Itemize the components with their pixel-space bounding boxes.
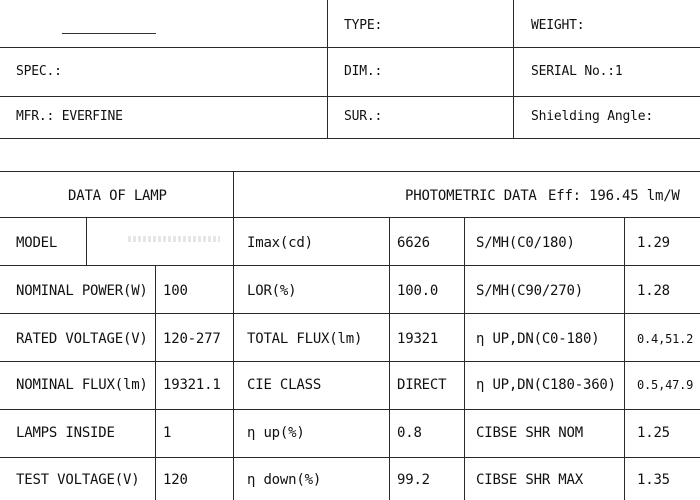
photo-row-value: 6626 (397, 235, 430, 251)
underline-mark (62, 33, 156, 34)
rule (86, 217, 87, 265)
lamp-row-label: LAMPS INSIDE (16, 425, 115, 441)
rule (0, 361, 700, 362)
efficacy-value: Eff: 196.45 lm/W (548, 188, 680, 204)
rule (0, 96, 700, 97)
photo-row-value2: 1.35 (637, 472, 670, 488)
lamp-row-value: 1 (163, 425, 172, 441)
rule (0, 138, 700, 139)
photo-row-label: CIE CLASS (247, 377, 322, 393)
lamp-data-title: DATA OF LAMP (68, 188, 167, 204)
lamp-row-label: NOMINAL FLUX(lm) (16, 377, 148, 393)
shielding-label: Shielding Angle: (531, 109, 654, 124)
photo-row-value: 19321 (397, 331, 439, 347)
photo-row-label2: CIBSE SHR MAX (476, 472, 583, 488)
rule (0, 171, 700, 172)
lamp-row-label: MODEL (16, 235, 58, 251)
rule (0, 265, 700, 266)
rule (233, 171, 234, 500)
sur-label: SUR.: (344, 109, 383, 124)
weight-label: WEIGHT: (531, 18, 585, 33)
mfr-label: MFR.: EVERFINE (16, 109, 123, 124)
rule (624, 217, 625, 500)
rule (0, 217, 700, 218)
photo-row-value: 99.2 (397, 472, 430, 488)
lamp-row-label: RATED VOLTAGE(V) (16, 331, 148, 347)
photo-row-label2: CIBSE SHR NOM (476, 425, 583, 441)
photo-row-value: 0.8 (397, 425, 422, 441)
rule (155, 265, 156, 500)
rule (464, 217, 465, 500)
photo-row-label: TOTAL FLUX(lm) (247, 331, 363, 347)
lamp-row-value: 120 (163, 472, 188, 488)
lamp-row-value: 100 (163, 283, 188, 299)
dim-label: DIM.: (344, 64, 383, 79)
photo-row-label2: S/MH(C90/270) (476, 283, 583, 299)
photo-row-value2: 1.25 (637, 425, 670, 441)
photo-row-label2: η UP,DN(C0-180) (476, 331, 600, 347)
photo-row-value2: 1.29 (637, 235, 670, 251)
lamp-row-label: TEST VOLTAGE(V) (16, 472, 140, 488)
photo-row-value2: 0.5,47.9 (637, 378, 694, 392)
photo-row-label: Imax(cd) (247, 235, 313, 251)
rule (0, 409, 700, 410)
photo-row-value: 100.0 (397, 283, 439, 299)
rule (0, 47, 700, 48)
photo-row-label: η down(%) (247, 472, 322, 488)
serial-label: SERIAL No.:1 (531, 64, 623, 79)
photo-row-label2: S/MH(C0/180) (476, 235, 575, 251)
spec-label: SPEC.: (16, 64, 62, 79)
lamp-row-value: 19321.1 (163, 377, 221, 393)
rule (327, 0, 328, 138)
rule (0, 457, 700, 458)
photo-row-label: LOR(%) (247, 283, 297, 299)
photo-row-value: DIRECT (397, 377, 447, 393)
type-label: TYPE: (344, 18, 383, 33)
lamp-row-value: 120-277 (163, 331, 221, 347)
photo-row-value2: 1.28 (637, 283, 670, 299)
photometric-data-title: PHOTOMETRIC DATA (405, 188, 537, 204)
rule (513, 0, 514, 138)
photo-row-label2: η UP,DN(C180-360) (476, 377, 616, 393)
rule (0, 313, 700, 314)
rule (389, 217, 390, 500)
lamp-row-label: NOMINAL POWER(W) (16, 283, 148, 299)
model-value-smudge (128, 236, 220, 242)
photo-row-value2: 0.4,51.2 (637, 332, 694, 346)
photo-row-label: η up(%) (247, 425, 305, 441)
